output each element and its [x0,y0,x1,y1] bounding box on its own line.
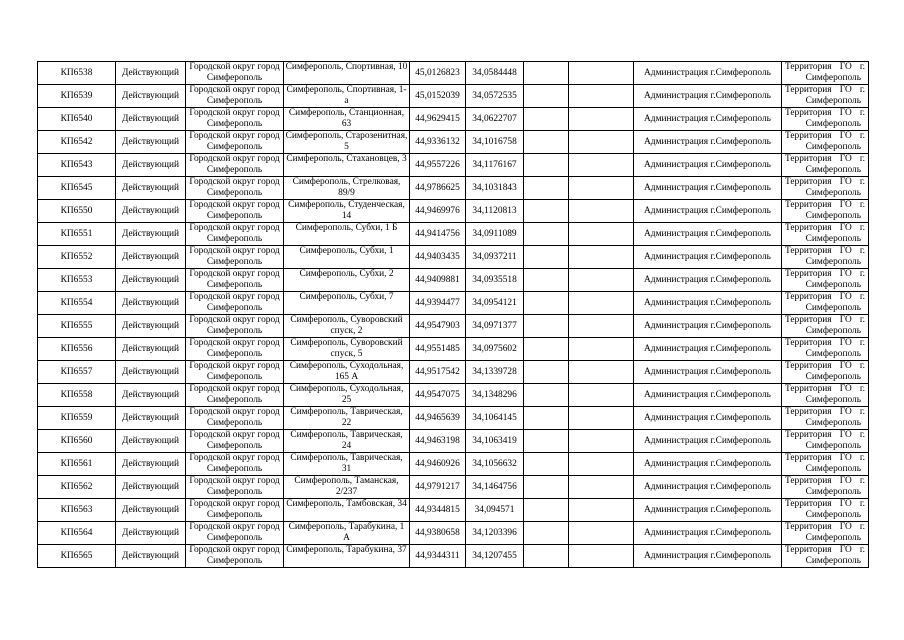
longitude-cell: 34,1348296 [466,384,524,407]
latitude-cell: 44,9629415 [410,108,466,131]
empty-cell [524,62,569,85]
territory-cell [782,545,869,568]
table-row [38,223,869,246]
status-cell: Действующий [116,476,186,499]
territory-line-2: Симферополь [805,73,861,83]
status-cell: Действующий [116,407,186,430]
longitude-cell: 34,1207455 [466,545,524,568]
table-row [38,453,869,476]
empty-cell [524,223,569,246]
municipality-cell: Городской округ город Симферополь [186,62,284,85]
latitude-cell: 44,9344311 [410,545,466,568]
territory-line-2: Симферополь [805,234,861,244]
territory-line-2: Симферополь [805,188,861,198]
empty-cell [524,131,569,154]
status-cell: Действующий [116,200,186,223]
municipality-cell: Городской округ город Симферополь [186,338,284,361]
site-id-cell: КП6540 [38,108,116,131]
territory-cell [782,223,869,246]
site-id-cell: КП6542 [38,131,116,154]
status-cell: Действующий [116,177,186,200]
status-cell: Действующий [116,545,186,568]
address-cell: Симферополь, Субхи, 1 [284,246,410,269]
territory-line-2: Симферополь [805,142,861,152]
status-cell: Действующий [116,246,186,269]
empty-cell [524,269,569,292]
longitude-cell: 34,0954121 [466,292,524,315]
address-cell: Симферополь, Субхи, 7 [284,292,410,315]
owner-cell: Администрация г.Симферополь [634,200,782,223]
table-row [38,292,869,315]
territory-line-2: Симферополь [805,280,861,290]
owner-cell: Администрация г.Симферополь [634,131,782,154]
site-id-cell: КП6556 [38,338,116,361]
territory-cell [782,522,869,545]
address-cell: Симферополь, Суворовский спуск, 5 [284,338,410,361]
territory-cell [782,200,869,223]
empty-cell [569,292,634,315]
latitude-cell: 44,9547903 [410,315,466,338]
longitude-cell: 34,0971377 [466,315,524,338]
latitude-cell: 44,9414756 [410,223,466,246]
municipality-cell: Городской округ город Симферополь [186,315,284,338]
longitude-cell: 34,1063419 [466,430,524,453]
latitude-cell: 44,9465639 [410,407,466,430]
owner-cell: Администрация г.Симферополь [634,361,782,384]
territory-cell [782,85,869,108]
latitude-cell: 44,9557226 [410,154,466,177]
status-cell: Действующий [116,499,186,522]
municipality-cell: Городской округ город Симферополь [186,200,284,223]
status-cell: Действующий [116,269,186,292]
municipality-cell: Городской округ город Симферополь [186,108,284,131]
empty-cell [569,154,634,177]
longitude-cell: 34,1203396 [466,522,524,545]
longitude-cell: 34,0622707 [466,108,524,131]
territory-cell [782,246,869,269]
territory-line-2: Симферополь [805,510,861,520]
municipality-cell: Городской округ город Симферополь [186,177,284,200]
municipality-cell: Городской округ город Симферополь [186,407,284,430]
status-cell: Действующий [116,62,186,85]
latitude-cell: 44,9409881 [410,269,466,292]
territory-line-1: Территория ГО г. [785,131,865,141]
territory-line-1: Территория ГО г. [785,177,865,187]
latitude-cell: 44,9463198 [410,430,466,453]
table-row [38,154,869,177]
status-cell: Действующий [116,85,186,108]
territory-line-1: Территория ГО г. [785,315,865,325]
table-row [38,407,869,430]
owner-cell: Администрация г.Симферополь [634,223,782,246]
empty-cell [524,430,569,453]
latitude-cell: 44,9380658 [410,522,466,545]
territory-cell [782,476,869,499]
owner-cell: Администрация г.Симферополь [634,338,782,361]
municipality-cell: Городской округ город Симферополь [186,476,284,499]
territory-line-2: Симферополь [805,464,861,474]
territory-line-1: Территория ГО г. [785,246,865,256]
address-cell: Симферополь, Таврическая, 22 [284,407,410,430]
empty-cell [524,453,569,476]
empty-cell [569,384,634,407]
territory-line-2: Симферополь [805,349,861,359]
longitude-cell: 34,0911089 [466,223,524,246]
longitude-cell: 34,1339728 [466,361,524,384]
table-row [38,384,869,407]
table-row [38,108,869,131]
territory-line-1: Территория ГО г. [785,269,865,279]
address-cell: Симферополь, Старозенитная, 5 [284,131,410,154]
territory-cell [782,338,869,361]
empty-cell [569,246,634,269]
table-row [38,430,869,453]
territory-line-1: Территория ГО г. [785,154,865,164]
territory-cell [782,361,869,384]
address-cell: Симферополь, Станционная, 63 [284,108,410,131]
longitude-cell: 34,094571 [466,499,524,522]
longitude-cell: 34,0937211 [466,246,524,269]
empty-cell [569,85,634,108]
latitude-cell: 44,9786625 [410,177,466,200]
table-row [38,315,869,338]
longitude-cell: 34,0572535 [466,85,524,108]
site-id-cell: КП6543 [38,154,116,177]
longitude-cell: 34,1464756 [466,476,524,499]
empty-cell [569,430,634,453]
territory-line-2: Симферополь [805,257,861,267]
table-body [38,62,869,568]
owner-cell: Администрация г.Симферополь [634,545,782,568]
longitude-cell: 34,1064145 [466,407,524,430]
status-cell: Действующий [116,154,186,177]
municipality-cell: Городской округ город Симферополь [186,430,284,453]
empty-cell [569,62,634,85]
territory-line-2: Симферополь [805,533,861,543]
empty-cell [524,476,569,499]
table-row [38,131,869,154]
territory-line-2: Симферополь [805,119,861,129]
owner-cell: Администрация г.Симферополь [634,453,782,476]
owner-cell: Администрация г.Симферополь [634,384,782,407]
longitude-cell: 34,0935518 [466,269,524,292]
table-row [38,177,869,200]
site-id-cell: КП6554 [38,292,116,315]
status-cell: Действующий [116,338,186,361]
territory-line-1: Территория ГО г. [785,223,865,233]
territory-line-1: Территория ГО г. [785,407,865,417]
address-cell: Симферополь, Стахановцев, 3 [284,154,410,177]
empty-cell [569,108,634,131]
territory-cell [782,499,869,522]
territory-cell [782,292,869,315]
territory-line-1: Территория ГО г. [785,430,865,440]
status-cell: Действующий [116,361,186,384]
address-cell: Симферополь, Стрелковая, 89/9 [284,177,410,200]
empty-cell [569,522,634,545]
municipality-cell: Городской округ город Симферополь [186,131,284,154]
empty-cell [569,269,634,292]
empty-cell [524,177,569,200]
municipality-cell: Городской округ город Симферополь [186,384,284,407]
site-id-cell: КП6561 [38,453,116,476]
status-cell: Действующий [116,315,186,338]
territory-line-1: Территория ГО г. [785,384,865,394]
address-cell: Симферополь, Суходольная, 25 [284,384,410,407]
site-id-cell: КП6545 [38,177,116,200]
territory-line-2: Симферополь [805,372,861,382]
longitude-cell: 34,1031843 [466,177,524,200]
latitude-cell: 44,9336132 [410,131,466,154]
owner-cell: Администрация г.Симферополь [634,269,782,292]
territory-cell [782,269,869,292]
territory-cell [782,430,869,453]
territory-line-2: Симферополь [805,96,861,106]
site-id-cell: КП6550 [38,200,116,223]
empty-cell [569,223,634,246]
latitude-cell: 44,9344815 [410,499,466,522]
table-row [38,338,869,361]
territory-line-1: Территория ГО г. [785,200,865,210]
empty-cell [524,361,569,384]
address-cell: Симферополь, Таврическая, 24 [284,430,410,453]
territory-cell [782,177,869,200]
territory-line-2: Симферополь [805,211,861,221]
owner-cell: Администрация г.Симферополь [634,246,782,269]
empty-cell [569,453,634,476]
empty-cell [524,246,569,269]
territory-cell [782,62,869,85]
owner-cell: Администрация г.Симферополь [634,522,782,545]
latitude-cell: 44,9547075 [410,384,466,407]
owner-cell: Администрация г.Симферополь [634,62,782,85]
address-cell: Симферополь, Таврическая, 31 [284,453,410,476]
document-page [37,61,869,568]
empty-cell [524,154,569,177]
empty-cell [524,338,569,361]
municipality-cell: Городской округ город Симферополь [186,545,284,568]
territory-line-2: Симферополь [805,303,861,313]
empty-cell [569,177,634,200]
owner-cell: Администрация г.Симферополь [634,108,782,131]
empty-cell [524,292,569,315]
address-cell: Симферополь, Тарабукина, 1 А [284,522,410,545]
territory-line-2: Симферополь [805,326,861,336]
status-cell: Действующий [116,223,186,246]
status-cell: Действующий [116,453,186,476]
latitude-cell: 45,0152039 [410,85,466,108]
municipality-cell: Городской округ город Симферополь [186,361,284,384]
status-cell: Действующий [116,522,186,545]
territory-line-1: Территория ГО г. [785,85,865,95]
empty-cell [569,315,634,338]
table-row [38,62,869,85]
empty-cell [569,361,634,384]
municipality-cell: Городской округ город Симферополь [186,522,284,545]
territory-line-2: Симферополь [805,418,861,428]
longitude-cell: 34,1016758 [466,131,524,154]
table-row [38,361,869,384]
empty-cell [524,545,569,568]
empty-cell [569,499,634,522]
address-cell: Симферополь, Таманская, 2/237 [284,476,410,499]
site-id-cell: КП6539 [38,85,116,108]
address-cell: Симферополь, Суворовский спуск, 2 [284,315,410,338]
table-row [38,476,869,499]
empty-cell [524,384,569,407]
longitude-cell: 34,0975602 [466,338,524,361]
municipality-cell: Городской округ город Симферополь [186,269,284,292]
table-row [38,499,869,522]
territory-line-2: Симферополь [805,165,861,175]
longitude-cell: 34,1176167 [466,154,524,177]
empty-cell [524,200,569,223]
longitude-cell: 34,0584448 [466,62,524,85]
empty-cell [569,200,634,223]
empty-cell [524,315,569,338]
empty-cell [524,85,569,108]
empty-cell [569,407,634,430]
address-cell: Симферополь, Студенческая, 14 [284,200,410,223]
territory-cell [782,154,869,177]
latitude-cell: 45,0126823 [410,62,466,85]
owner-cell: Администрация г.Симферополь [634,499,782,522]
site-id-cell: КП6558 [38,384,116,407]
container-sites-table [37,61,869,568]
site-id-cell: КП6563 [38,499,116,522]
territory-line-1: Территория ГО г. [785,62,865,72]
owner-cell: Администрация г.Симферополь [634,292,782,315]
latitude-cell: 44,9517542 [410,361,466,384]
address-cell: Симферополь, Тарабукина, 37 [284,545,410,568]
status-cell: Действующий [116,430,186,453]
territory-line-1: Территория ГО г. [785,361,865,371]
empty-cell [524,522,569,545]
municipality-cell: Городской округ город Симферополь [186,499,284,522]
owner-cell: Администрация г.Симферополь [634,177,782,200]
municipality-cell: Городской округ город Симферополь [186,85,284,108]
site-id-cell: КП6562 [38,476,116,499]
table-row [38,200,869,223]
owner-cell: Администрация г.Симферополь [634,476,782,499]
territory-line-2: Симферополь [805,395,861,405]
territory-cell [782,315,869,338]
territory-line-1: Территория ГО г. [785,522,865,532]
site-id-cell: КП6564 [38,522,116,545]
table-row [38,269,869,292]
municipality-cell: Городской округ город Симферополь [186,453,284,476]
site-id-cell: КП6565 [38,545,116,568]
empty-cell [569,131,634,154]
territory-line-1: Территория ГО г. [785,292,865,302]
site-id-cell: КП6557 [38,361,116,384]
latitude-cell: 44,9791217 [410,476,466,499]
territory-line-1: Территория ГО г. [785,545,865,555]
territory-cell [782,453,869,476]
territory-cell [782,131,869,154]
site-id-cell: КП6559 [38,407,116,430]
site-id-cell: КП6538 [38,62,116,85]
owner-cell: Администрация г.Симферополь [634,85,782,108]
table-row [38,545,869,568]
latitude-cell: 44,9469976 [410,200,466,223]
empty-cell [524,108,569,131]
empty-cell [569,476,634,499]
address-cell: Симферополь, Субхи, 2 [284,269,410,292]
latitude-cell: 44,9460926 [410,453,466,476]
territory-line-2: Симферополь [805,556,861,566]
site-id-cell: КП6553 [38,269,116,292]
address-cell: Симферополь, Суходольная, 165 А [284,361,410,384]
municipality-cell: Городской округ город Симферополь [186,223,284,246]
status-cell: Действующий [116,131,186,154]
empty-cell [569,338,634,361]
territory-cell [782,108,869,131]
address-cell: Симферополь, Спортивная, 1-а [284,85,410,108]
site-id-cell: КП6555 [38,315,116,338]
longitude-cell: 34,1056632 [466,453,524,476]
table-row [38,522,869,545]
territory-line-1: Территория ГО г. [785,476,865,486]
owner-cell: Администрация г.Симферополь [634,154,782,177]
empty-cell [524,499,569,522]
status-cell: Действующий [116,384,186,407]
municipality-cell: Городской округ город Симферополь [186,292,284,315]
owner-cell: Администрация г.Симферополь [634,430,782,453]
territory-line-2: Симферополь [805,441,861,451]
latitude-cell: 44,9403435 [410,246,466,269]
longitude-cell: 34,1120813 [466,200,524,223]
status-cell: Действующий [116,108,186,131]
address-cell: Симферополь, Субхи, 1 Б [284,223,410,246]
territory-line-1: Территория ГО г. [785,108,865,118]
address-cell: Симферополь, Тамбовская, 34 [284,499,410,522]
territory-cell [782,384,869,407]
table-row [38,85,869,108]
status-cell: Действующий [116,292,186,315]
territory-line-1: Территория ГО г. [785,338,865,348]
latitude-cell: 44,9551485 [410,338,466,361]
owner-cell: Администрация г.Симферополь [634,315,782,338]
territory-line-1: Территория ГО г. [785,453,865,463]
site-id-cell: КП6552 [38,246,116,269]
site-id-cell: КП6560 [38,430,116,453]
municipality-cell: Городской округ город Симферополь [186,246,284,269]
territory-cell [782,407,869,430]
empty-cell [524,407,569,430]
empty-cell [569,545,634,568]
latitude-cell: 44,9394477 [410,292,466,315]
table-row [38,246,869,269]
site-id-cell: КП6551 [38,223,116,246]
territory-line-1: Территория ГО г. [785,499,865,509]
address-cell: Симферополь, Спортивная, 10 [284,62,410,85]
territory-line-2: Симферополь [805,487,861,497]
municipality-cell: Городской округ город Симферополь [186,154,284,177]
owner-cell: Администрация г.Симферополь [634,407,782,430]
